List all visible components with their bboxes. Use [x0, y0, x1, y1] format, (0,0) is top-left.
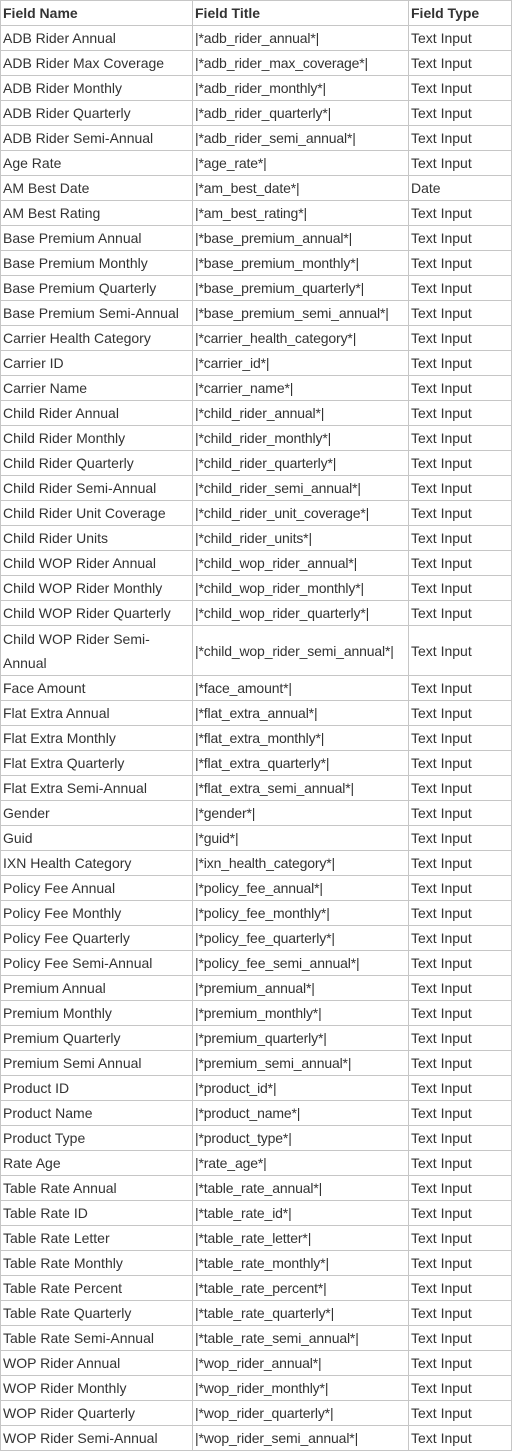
field-type-cell: Text Input	[409, 801, 512, 826]
field-type-cell: Text Input	[409, 1301, 512, 1326]
column-header-field-type: Field Type	[409, 1, 512, 26]
field-title-cell: |*carrier_id*|	[193, 351, 409, 376]
table-header	[1, 1, 512, 26]
field-name-cell: ADB Rider Max Coverage	[1, 51, 193, 76]
field-title-cell: |*product_type*|	[193, 1126, 409, 1151]
field-title-cell: |*table_rate_semi_annual*|	[193, 1326, 409, 1351]
field-name-cell: Child Rider Units	[1, 526, 193, 551]
field-name-cell: Base Premium Semi-Annual	[1, 301, 193, 326]
field-name-cell: Table Rate Semi-Annual	[1, 1326, 193, 1351]
table-row	[1, 276, 512, 301]
field-type-cell: Text Input	[409, 451, 512, 476]
field-type-cell: Text Input	[409, 401, 512, 426]
field-title-cell: |*table_rate_percent*|	[193, 1276, 409, 1301]
table-row	[1, 326, 512, 351]
field-name-cell: Child Rider Annual	[1, 401, 193, 426]
table-row	[1, 1276, 512, 1301]
field-name-cell: Carrier Name	[1, 376, 193, 401]
table-row	[1, 1051, 512, 1076]
field-title-cell: |*policy_fee_annual*|	[193, 876, 409, 901]
field-type-cell: Text Input	[409, 251, 512, 276]
table-row	[1, 501, 512, 526]
table-row	[1, 226, 512, 251]
table-row	[1, 151, 512, 176]
table-row	[1, 951, 512, 976]
field-name-cell: ADB Rider Monthly	[1, 76, 193, 101]
field-name-cell: Policy Fee Semi-Annual	[1, 951, 193, 976]
field-type-cell: Text Input	[409, 1426, 512, 1451]
field-type-cell: Text Input	[409, 126, 512, 151]
table-row	[1, 551, 512, 576]
field-type-cell: Text Input	[409, 1276, 512, 1301]
field-type-cell: Text Input	[409, 1001, 512, 1026]
table-row	[1, 1001, 512, 1026]
field-name-cell: Policy Fee Quarterly	[1, 926, 193, 951]
field-title-cell: |*child_rider_quarterly*|	[193, 451, 409, 476]
table-row	[1, 1101, 512, 1126]
field-title-cell: |*table_rate_id*|	[193, 1201, 409, 1226]
field-name-cell: Child WOP Rider Monthly	[1, 576, 193, 601]
field-name-cell: WOP Rider Semi-Annual	[1, 1426, 193, 1451]
field-name-cell: Policy Fee Monthly	[1, 901, 193, 926]
field-title-cell: |*table_rate_quarterly*|	[193, 1301, 409, 1326]
field-type-cell: Text Input	[409, 701, 512, 726]
field-title-cell: |*adb_rider_max_coverage*|	[193, 51, 409, 76]
field-type-cell: Text Input	[409, 601, 512, 626]
field-type-cell: Text Input	[409, 901, 512, 926]
field-name-cell: IXN Health Category	[1, 851, 193, 876]
field-type-cell: Text Input	[409, 1126, 512, 1151]
field-title-cell: |*premium_quarterly*|	[193, 1026, 409, 1051]
column-header-field-title: Field Title	[193, 1, 409, 26]
table-row	[1, 1151, 512, 1176]
field-title-cell: |*base_premium_annual*|	[193, 226, 409, 251]
field-name-cell: Guid	[1, 826, 193, 851]
field-title-cell: |*child_wop_rider_annual*|	[193, 551, 409, 576]
table-row	[1, 726, 512, 751]
field-name-cell: ADB Rider Annual	[1, 26, 193, 51]
field-type-cell: Text Input	[409, 926, 512, 951]
table-row	[1, 851, 512, 876]
field-name-cell: Product Type	[1, 1126, 193, 1151]
field-title-cell: |*premium_semi_annual*|	[193, 1051, 409, 1076]
field-type-cell: Text Input	[409, 326, 512, 351]
field-name-cell: Premium Quarterly	[1, 1026, 193, 1051]
field-type-cell: Text Input	[409, 1401, 512, 1426]
field-name-cell: Carrier ID	[1, 351, 193, 376]
field-type-cell: Text Input	[409, 676, 512, 701]
field-type-cell: Text Input	[409, 101, 512, 126]
field-name-cell: Product Name	[1, 1101, 193, 1126]
table-row	[1, 1326, 512, 1351]
field-type-cell: Text Input	[409, 351, 512, 376]
field-type-cell: Text Input	[409, 201, 512, 226]
table-row	[1, 301, 512, 326]
table-row	[1, 376, 512, 401]
field-type-cell: Text Input	[409, 376, 512, 401]
field-type-cell: Text Input	[409, 751, 512, 776]
field-name-cell: Table Rate Quarterly	[1, 1301, 193, 1326]
field-type-cell: Text Input	[409, 476, 512, 501]
table-row	[1, 1426, 512, 1451]
field-title-cell: |*carrier_name*|	[193, 376, 409, 401]
field-title-cell: |*wop_rider_annual*|	[193, 1351, 409, 1376]
table-row	[1, 426, 512, 451]
field-name-cell: Flat Extra Quarterly	[1, 751, 193, 776]
field-name-cell: Child Rider Semi-Annual	[1, 476, 193, 501]
field-type-cell: Text Input	[409, 1051, 512, 1076]
field-type-cell: Text Input	[409, 726, 512, 751]
table-row	[1, 926, 512, 951]
field-name-cell: Gender	[1, 801, 193, 826]
field-type-cell: Text Input	[409, 526, 512, 551]
field-name-cell: Policy Fee Annual	[1, 876, 193, 901]
field-name-cell: ADB Rider Semi-Annual	[1, 126, 193, 151]
field-title-cell: |*product_id*|	[193, 1076, 409, 1101]
table-row	[1, 776, 512, 801]
field-name-cell: Premium Annual	[1, 976, 193, 1001]
field-type-cell: Text Input	[409, 1201, 512, 1226]
field-title-cell: |*table_rate_monthly*|	[193, 1251, 409, 1276]
field-name-cell: AM Best Rating	[1, 201, 193, 226]
field-title-cell: |*child_wop_rider_semi_annual*|	[193, 626, 409, 676]
table-row	[1, 1026, 512, 1051]
field-title-cell: |*flat_extra_quarterly*|	[193, 751, 409, 776]
field-name-cell: Child WOP Rider Semi-Annual	[1, 626, 193, 676]
field-title-cell: |*am_best_date*|	[193, 176, 409, 201]
table-row	[1, 26, 512, 51]
field-name-cell: Base Premium Monthly	[1, 251, 193, 276]
field-name-cell: Premium Monthly	[1, 1001, 193, 1026]
field-type-cell: Text Input	[409, 1151, 512, 1176]
table-row	[1, 526, 512, 551]
field-type-cell: Text Input	[409, 1026, 512, 1051]
table-row	[1, 876, 512, 901]
field-title-cell: |*flat_extra_semi_annual*|	[193, 776, 409, 801]
field-type-cell: Text Input	[409, 1226, 512, 1251]
field-title-cell: |*flat_extra_annual*|	[193, 701, 409, 726]
table-row	[1, 201, 512, 226]
field-title-cell: |*adb_rider_annual*|	[193, 26, 409, 51]
table-row	[1, 351, 512, 376]
column-header-field-name: Field Name	[1, 1, 193, 26]
table-row	[1, 101, 512, 126]
field-type-cell: Text Input	[409, 851, 512, 876]
field-title-cell: |*ixn_health_category*|	[193, 851, 409, 876]
field-type-cell: Text Input	[409, 151, 512, 176]
field-title-cell: |*adb_rider_semi_annual*|	[193, 126, 409, 151]
field-title-cell: |*product_name*|	[193, 1101, 409, 1126]
header-row	[1, 1, 512, 26]
field-type-cell: Text Input	[409, 826, 512, 851]
field-title-cell: |*child_rider_unit_coverage*|	[193, 501, 409, 526]
field-name-cell: Table Rate Annual	[1, 1176, 193, 1201]
table-row	[1, 601, 512, 626]
field-title-cell: |*base_premium_quarterly*|	[193, 276, 409, 301]
field-name-cell: WOP Rider Annual	[1, 1351, 193, 1376]
table-body	[1, 26, 512, 1451]
field-title-cell: |*adb_rider_quarterly*|	[193, 101, 409, 126]
field-type-cell: Text Input	[409, 551, 512, 576]
table-row	[1, 1226, 512, 1251]
field-title-cell: |*gender*|	[193, 801, 409, 826]
field-title-cell: |*wop_rider_monthly*|	[193, 1376, 409, 1401]
field-type-cell: Date	[409, 176, 512, 201]
table-row	[1, 976, 512, 1001]
table-row	[1, 1201, 512, 1226]
table-row	[1, 401, 512, 426]
field-type-cell: Text Input	[409, 51, 512, 76]
field-title-cell: |*age_rate*|	[193, 151, 409, 176]
field-type-cell: Text Input	[409, 501, 512, 526]
field-type-cell: Text Input	[409, 426, 512, 451]
field-title-cell: |*child_rider_annual*|	[193, 401, 409, 426]
table-row	[1, 1076, 512, 1101]
field-title-cell: |*carrier_health_category*|	[193, 326, 409, 351]
field-type-cell: Text Input	[409, 1376, 512, 1401]
field-title-cell: |*table_rate_annual*|	[193, 1176, 409, 1201]
field-title-cell: |*premium_monthly*|	[193, 1001, 409, 1026]
field-type-cell: Text Input	[409, 1076, 512, 1101]
field-name-cell: Table Rate ID	[1, 1201, 193, 1226]
field-type-cell: Text Input	[409, 1101, 512, 1126]
table-row	[1, 251, 512, 276]
table-row	[1, 751, 512, 776]
field-name-cell: Carrier Health Category	[1, 326, 193, 351]
field-title-cell: |*child_rider_monthly*|	[193, 426, 409, 451]
field-type-cell: Text Input	[409, 1176, 512, 1201]
table-row	[1, 76, 512, 101]
field-name-cell: Face Amount	[1, 676, 193, 701]
field-title-cell: |*policy_fee_monthly*|	[193, 901, 409, 926]
field-type-cell: Text Input	[409, 576, 512, 601]
table-row	[1, 1251, 512, 1276]
field-name-cell: WOP Rider Quarterly	[1, 1401, 193, 1426]
field-title-cell: |*child_rider_semi_annual*|	[193, 476, 409, 501]
field-type-cell: Text Input	[409, 76, 512, 101]
field-title-cell: |*child_wop_rider_quarterly*|	[193, 601, 409, 626]
field-title-cell: |*base_premium_semi_annual*|	[193, 301, 409, 326]
field-name-cell: WOP Rider Monthly	[1, 1376, 193, 1401]
field-name-cell: Table Rate Monthly	[1, 1251, 193, 1276]
table-row	[1, 476, 512, 501]
field-name-cell: Rate Age	[1, 1151, 193, 1176]
field-name-cell: AM Best Date	[1, 176, 193, 201]
field-title-cell: |*policy_fee_semi_annual*|	[193, 951, 409, 976]
table-row	[1, 1301, 512, 1326]
field-name-cell: Table Rate Letter	[1, 1226, 193, 1251]
field-title-cell: |*policy_fee_quarterly*|	[193, 926, 409, 951]
table-row	[1, 801, 512, 826]
field-name-cell: Child WOP Rider Quarterly	[1, 601, 193, 626]
table-row	[1, 626, 512, 676]
field-type-cell: Text Input	[409, 26, 512, 51]
field-title-cell: |*wop_rider_semi_annual*|	[193, 1426, 409, 1451]
table-row	[1, 1351, 512, 1376]
field-title-cell: |*premium_annual*|	[193, 976, 409, 1001]
field-type-cell: Text Input	[409, 301, 512, 326]
field-title-cell: |*table_rate_letter*|	[193, 1226, 409, 1251]
field-name-cell: Flat Extra Semi-Annual	[1, 776, 193, 801]
field-type-cell: Text Input	[409, 876, 512, 901]
field-title-cell: |*child_rider_units*|	[193, 526, 409, 551]
field-name-cell: Flat Extra Annual	[1, 701, 193, 726]
field-name-cell: Child Rider Monthly	[1, 426, 193, 451]
table-row	[1, 676, 512, 701]
field-title-cell: |*wop_rider_quarterly*|	[193, 1401, 409, 1426]
field-name-cell: Base Premium Quarterly	[1, 276, 193, 301]
field-title-cell: |*face_amount*|	[193, 676, 409, 701]
field-type-cell: Text Input	[409, 951, 512, 976]
table-row	[1, 51, 512, 76]
field-title-cell: |*am_best_rating*|	[193, 201, 409, 226]
field-title-cell: |*adb_rider_monthly*|	[193, 76, 409, 101]
field-type-cell: Text Input	[409, 776, 512, 801]
table-row	[1, 701, 512, 726]
field-type-cell: Text Input	[409, 1351, 512, 1376]
field-type-cell: Text Input	[409, 226, 512, 251]
field-type-cell: Text Input	[409, 976, 512, 1001]
field-name-cell: Product ID	[1, 1076, 193, 1101]
table-row	[1, 176, 512, 201]
table-row	[1, 1126, 512, 1151]
field-type-cell: Text Input	[409, 1251, 512, 1276]
field-name-cell: Flat Extra Monthly	[1, 726, 193, 751]
field-title-cell: |*guid*|	[193, 826, 409, 851]
table-row	[1, 1376, 512, 1401]
table-row	[1, 126, 512, 151]
field-title-cell: |*base_premium_monthly*|	[193, 251, 409, 276]
field-name-cell: Age Rate	[1, 151, 193, 176]
field-title-cell: |*flat_extra_monthly*|	[193, 726, 409, 751]
field-type-cell: Text Input	[409, 1326, 512, 1351]
table-row	[1, 901, 512, 926]
field-type-cell: Text Input	[409, 626, 512, 676]
field-name-cell: Child Rider Unit Coverage	[1, 501, 193, 526]
field-name-cell: Child WOP Rider Annual	[1, 551, 193, 576]
field-name-cell: Premium Semi Annual	[1, 1051, 193, 1076]
table-row	[1, 576, 512, 601]
table-row	[1, 1176, 512, 1201]
field-name-cell: Base Premium Annual	[1, 226, 193, 251]
table-row	[1, 451, 512, 476]
table-row	[1, 826, 512, 851]
field-title-cell: |*child_wop_rider_monthly*|	[193, 576, 409, 601]
field-title-cell: |*rate_age*|	[193, 1151, 409, 1176]
field-name-cell: Table Rate Percent	[1, 1276, 193, 1301]
field-name-cell: ADB Rider Quarterly	[1, 101, 193, 126]
field-type-cell: Text Input	[409, 276, 512, 301]
table-row	[1, 1401, 512, 1426]
field-name-cell: Child Rider Quarterly	[1, 451, 193, 476]
